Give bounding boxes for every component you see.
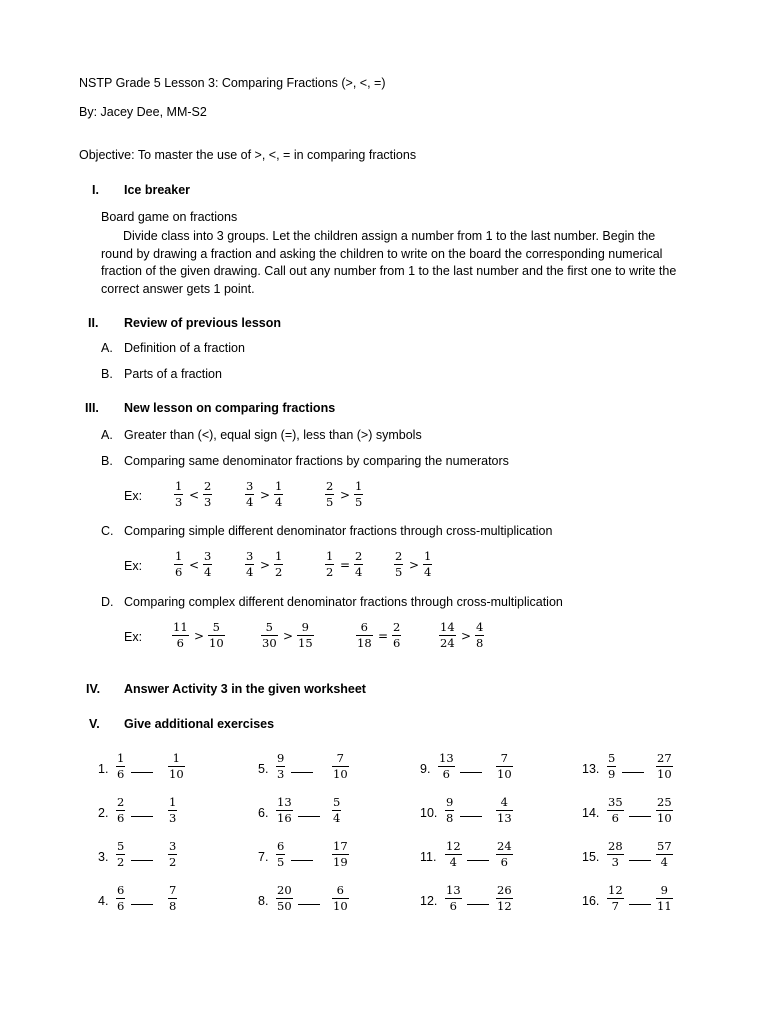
example-d-2-left-fraction-denominator: 30 [262,636,277,650]
example-c-4-right-fraction-numerator: 1 [424,549,432,563]
exercise-3-right-fraction [168,840,177,869]
exercise-9-right-fraction [496,752,513,781]
exercise-14-left-fraction-denominator: 6 [611,811,619,825]
exercise-13-left-fraction-denominator: 9 [608,767,616,781]
exercise-16-right-fraction-denominator: 11 [657,899,672,913]
example-d-3-right-fraction [392,621,401,650]
example-c-1-right-fraction [203,550,212,579]
exercise-6-answer-blank[interactable] [298,816,320,817]
exercise-14-right-fraction-denominator: 10 [657,811,672,825]
exercise-15-left-fraction [607,840,624,869]
example-b-3-right-fraction-denominator: 5 [355,495,363,509]
exercise-6-left-fraction [276,796,293,825]
exercise-14-right-fraction-numerator: 25 [657,795,672,809]
exercise-11-left-fraction [445,840,462,869]
exercise-9-left-fraction-numerator: 13 [439,751,454,765]
exercise-3-right-fraction-denominator: 2 [169,855,177,869]
exercise-11-right-fraction [496,840,513,869]
exercise-10-answer-blank[interactable] [460,816,482,817]
example-d-4-right-fraction [475,621,484,650]
example-b-1-right-fraction-numerator: 2 [204,479,212,493]
exercise-11-left-fraction-numerator: 12 [446,839,461,853]
exercise-13-left-fraction [607,752,616,781]
exercise-5-right-fraction-numerator: 7 [336,751,344,765]
example-d-3-operator: = [378,629,389,643]
exercise-15-left-fraction-numerator: 28 [608,839,623,853]
exercise-9-answer-blank[interactable] [460,772,482,773]
exercise-1-left-fraction [116,752,125,781]
example-c-1-left-fraction [174,550,183,579]
example-c-4-right-fraction [423,550,432,579]
exercise-13-right-fraction [656,752,673,781]
exercise-2-number: 2. [98,806,109,820]
example-d-4-right-fraction-numerator: 4 [476,620,484,634]
section-5-title: Give additional exercises [124,717,275,731]
exercise-12-left-fraction-numerator: 13 [446,883,461,897]
section-3c-text: Comparing simple different denominator fractions through cross-multiplication [124,524,553,538]
exercise-10-left-fraction-numerator: 9 [446,795,454,809]
example-b-3-left-fraction-denominator: 5 [326,495,334,509]
exercise-16-right-fraction [656,884,673,913]
example-c-2-left-fraction-denominator: 4 [246,565,254,579]
example-c-3-right-fraction-numerator: 2 [355,549,363,563]
exercise-2-answer-blank[interactable] [131,816,153,817]
exercise-8-left-fraction [276,884,293,913]
example-b-2-left-fraction-numerator: 3 [246,479,254,493]
exercise-7-left-fraction [276,840,285,869]
example-c-2-operator: > [260,558,271,572]
example-d-1-left-fraction [172,621,189,650]
exercise-5-answer-blank[interactable] [291,772,313,773]
example-b-3-right-fraction [354,480,363,509]
exercise-5-left-fraction-denominator: 3 [277,767,285,781]
example-c-1-operator: < [189,558,200,572]
exercise-2-left-fraction [116,796,125,825]
section-1-subtitle: Board game on fractions [101,210,238,224]
exercise-5-left-fraction [276,752,285,781]
exercise-12-right-fraction-denominator: 12 [497,899,512,913]
example-d-2-operator: > [283,629,294,643]
example-d-4-right-fraction-denominator: 8 [476,636,484,650]
exercise-14-left-fraction-numerator: 35 [608,795,623,809]
example-c-1-right-fraction-numerator: 3 [204,549,212,563]
example-b-3-operator: > [340,488,351,502]
exercise-2-left-fraction-denominator: 6 [117,811,125,825]
exercise-11-right-fraction-numerator: 24 [497,839,512,853]
exercise-11-number: 11. [420,850,437,864]
example-d-3-right-fraction-denominator: 6 [393,636,401,650]
exercise-15-right-fraction [656,840,673,869]
example-c-3-right-fraction [354,550,363,579]
exercise-7-right-fraction-numerator: 17 [333,839,348,853]
exercise-14-answer-blank[interactable] [629,816,651,817]
example-b-2-right-fraction-denominator: 4 [275,495,283,509]
example-d-1-operator: > [194,629,205,643]
exercise-13-number: 13. [582,762,600,776]
example-c-4-right-fraction-denominator: 4 [424,565,432,579]
exercise-9-right-fraction-numerator: 7 [500,751,508,765]
example-b-3-left-fraction [325,480,334,509]
example-c-4-left-fraction-numerator: 2 [395,549,403,563]
example-c-2-right-fraction-numerator: 1 [275,549,283,563]
exercise-16-answer-blank[interactable] [629,904,651,905]
exercise-1-number: 1. [98,762,109,776]
exercise-16-left-fraction [607,884,624,913]
example-c-1-left-fraction-numerator: 1 [175,549,183,563]
example-d-2-right-fraction-numerator: 9 [301,620,309,634]
example-d-3-left-fraction-denominator: 18 [357,636,372,650]
section-3c-letter: C. [101,524,114,538]
exercise-12-number: 12. [420,894,438,908]
exercise-3-left-fraction-numerator: 5 [117,839,125,853]
exercise-14-left-fraction [607,796,624,825]
exercise-16-right-fraction-numerator: 9 [660,883,668,897]
exercise-16-left-fraction-denominator: 7 [611,899,619,913]
example-b-3-right-fraction-numerator: 1 [355,479,363,493]
exercise-15-number: 15. [582,850,600,864]
exercise-5-left-fraction-numerator: 9 [277,751,285,765]
section-3a-letter: A. [101,428,113,442]
example-c-4-operator: > [409,558,420,572]
example-d-2-left-fraction [261,621,278,650]
section-3d-text: Comparing complex different denominator fractions through cross-multiplication [124,595,563,609]
exercise-10-left-fraction [445,796,454,825]
example-d-4-left-fraction [439,621,456,650]
exercise-6-right-fraction [332,796,341,825]
section-2-numeral: II. [88,316,99,330]
example-c-1-right-fraction-denominator: 4 [204,565,212,579]
section-2-title: Review of previous lesson [124,316,281,330]
exercise-2-right-fraction [168,796,177,825]
exercise-9-left-fraction [438,752,455,781]
example-c-2-left-fraction [245,550,254,579]
section-2b-text: Parts of a fraction [124,367,222,381]
exercise-2-left-fraction-numerator: 2 [117,795,125,809]
exercise-9-number: 9. [420,762,431,776]
example-c-3-left-fraction [325,550,334,579]
example-b-1-operator: < [189,488,200,502]
exercise-6-left-fraction-numerator: 13 [277,795,292,809]
section-3d-letter: D. [101,595,114,609]
exercise-3-right-fraction-numerator: 3 [169,839,177,853]
example-d-1-left-fraction-numerator: 11 [173,620,188,634]
example-d-4-left-fraction-numerator: 14 [440,620,455,634]
exercise-13-right-fraction-numerator: 27 [657,751,672,765]
exercise-8-right-fraction [332,884,349,913]
exercise-4-number: 4. [98,894,109,908]
example-d-1-right-fraction-numerator: 5 [212,620,220,634]
exercise-8-right-fraction-denominator: 10 [333,899,348,913]
example-b-2-right-fraction [274,480,283,509]
exercise-7-answer-blank[interactable] [291,860,313,861]
section-3-numeral: III. [85,401,99,415]
section-3b-letter: B. [101,454,113,468]
exercise-10-number: 10. [420,806,438,820]
example-b-2-left-fraction [245,480,254,509]
example-c-2-right-fraction [274,550,283,579]
example-d-1-left-fraction-denominator: 6 [176,636,184,650]
example-b-3-left-fraction-numerator: 2 [326,479,334,493]
exercise-12-left-fraction-denominator: 6 [449,899,457,913]
section-5-numeral: V. [89,717,100,731]
example-d-4-operator: > [461,629,472,643]
exercise-1-right-fraction-denominator: 10 [169,767,184,781]
exercise-5-number: 5. [258,762,269,776]
example-d-2-right-fraction-denominator: 15 [298,636,313,650]
example-d-4-left-fraction-denominator: 24 [440,636,455,650]
exercise-1-right-fraction [168,752,185,781]
example-b-1-left-fraction-denominator: 3 [175,495,183,509]
section-3-title: New lesson on comparing fractions [124,401,336,415]
exercise-10-right-fraction [496,796,513,825]
exercise-3-left-fraction-denominator: 2 [117,855,125,869]
exercise-4-left-fraction-denominator: 6 [117,899,125,913]
exercise-4-left-fraction [116,884,125,913]
section-2a-letter: A. [101,341,113,355]
exercise-11-left-fraction-denominator: 4 [449,855,457,869]
exercise-5-right-fraction-denominator: 10 [333,767,348,781]
exercise-8-left-fraction-denominator: 50 [277,899,292,913]
exercise-6-number: 6. [258,806,269,820]
exercise-15-right-fraction-denominator: 4 [660,855,668,869]
exercise-4-right-fraction-numerator: 7 [169,883,177,897]
exercise-11-answer-blank[interactable] [467,860,489,861]
exercise-8-right-fraction-numerator: 6 [336,883,344,897]
example-c-label: Ex: [124,559,143,573]
exercise-2-right-fraction-numerator: 1 [169,795,177,809]
exercise-6-right-fraction-denominator: 4 [333,811,341,825]
exercise-9-left-fraction-denominator: 6 [442,767,450,781]
exercise-1-answer-blank[interactable] [131,772,153,773]
exercise-12-left-fraction [445,884,462,913]
example-c-4-left-fraction [394,550,403,579]
exercise-13-answer-blank[interactable] [622,772,644,773]
exercise-4-answer-blank[interactable] [131,904,153,905]
exercise-8-number: 8. [258,894,269,908]
objective-line: Objective: To master the use of >, <, = in comparing fractions [79,148,417,162]
exercise-4-right-fraction [168,884,177,913]
section-1-numeral: I. [92,183,99,197]
example-c-3-operator: = [340,558,351,572]
exercise-14-right-fraction [656,796,673,825]
example-d-1-right-fraction [208,621,225,650]
exercise-13-left-fraction-numerator: 5 [608,751,616,765]
exercise-4-right-fraction-denominator: 8 [169,899,177,913]
example-b-2-operator: > [260,488,271,502]
example-b-2-left-fraction-denominator: 4 [246,495,254,509]
exercise-15-left-fraction-denominator: 3 [611,855,619,869]
exercise-1-left-fraction-numerator: 1 [117,751,125,765]
example-d-3-right-fraction-numerator: 2 [393,620,401,634]
exercise-6-right-fraction-numerator: 5 [333,795,341,809]
example-c-4-left-fraction-denominator: 5 [395,565,403,579]
example-c-1-left-fraction-denominator: 6 [175,565,183,579]
exercise-10-left-fraction-denominator: 8 [446,811,454,825]
section-1-title: Ice breaker [124,183,191,197]
exercise-1-right-fraction-numerator: 1 [172,751,180,765]
exercise-10-right-fraction-denominator: 13 [497,811,512,825]
example-c-3-left-fraction-numerator: 1 [326,549,334,563]
section-1-body-text: Divide class into 3 groups. Let the children assign a number from 1 to the last number. Begin the round by drawing a fraction and asking the children to write on the board the corresponding numerical fraction of the given drawing. Call out any number from 1 to the last number and the first one to write the correct answer gets 1 point. [101,229,677,296]
example-b-1-left-fraction [174,480,183,509]
exercise-7-left-fraction-denominator: 5 [277,855,285,869]
exercise-3-left-fraction [116,840,125,869]
section-1-body [101,228,681,298]
exercise-7-right-fraction [332,840,349,869]
exercise-3-number: 3. [98,850,109,864]
exercise-15-answer-blank[interactable] [629,860,651,861]
lesson-title: NSTP Grade 5 Lesson 3: Comparing Fractions (>, <, =) [79,76,386,90]
exercise-8-left-fraction-numerator: 20 [277,883,292,897]
exercise-12-right-fraction [496,884,513,913]
example-d-2-right-fraction [297,621,314,650]
exercise-11-right-fraction-denominator: 6 [500,855,508,869]
example-d-1-right-fraction-denominator: 10 [209,636,224,650]
example-b-1-right-fraction-denominator: 3 [204,495,212,509]
example-c-3-left-fraction-denominator: 2 [326,565,334,579]
exercise-5-right-fraction [332,752,349,781]
exercise-10-right-fraction-numerator: 4 [500,795,508,809]
author-line: By: Jacey Dee, MM-S2 [79,105,207,119]
exercise-13-right-fraction-denominator: 10 [657,767,672,781]
example-c-2-right-fraction-denominator: 2 [275,565,283,579]
exercise-16-number: 16. [582,894,600,908]
example-c-2-left-fraction-numerator: 3 [246,549,254,563]
example-b-1-right-fraction [203,480,212,509]
exercise-7-left-fraction-numerator: 6 [277,839,285,853]
section-2a-text: Definition of a fraction [124,341,245,355]
exercise-14-number: 14. [582,806,600,820]
example-b-label: Ex: [124,489,143,503]
exercise-3-answer-blank[interactable] [131,860,153,861]
example-b-1-left-fraction-numerator: 1 [175,479,183,493]
exercise-12-answer-blank[interactable] [467,904,489,905]
example-b-2-right-fraction-numerator: 1 [275,479,283,493]
exercise-12-right-fraction-numerator: 26 [497,883,512,897]
exercise-7-right-fraction-denominator: 19 [333,855,348,869]
example-d-3-left-fraction [356,621,373,650]
exercise-15-right-fraction-numerator: 57 [657,839,672,853]
section-2b-letter: B. [101,367,113,381]
section-4-title: Answer Activity 3 in the given worksheet [124,682,366,696]
section-3a-text: Greater than (<), equal sign (=), less than (>) symbols [124,428,422,442]
exercise-2-right-fraction-denominator: 3 [169,811,177,825]
section-3b-text: Comparing same denominator fractions by comparing the numerators [124,454,509,468]
exercise-1-left-fraction-denominator: 6 [117,767,125,781]
exercise-8-answer-blank[interactable] [298,904,320,905]
example-d-2-left-fraction-numerator: 5 [265,620,273,634]
example-d-3-left-fraction-numerator: 6 [360,620,368,634]
exercise-4-left-fraction-numerator: 6 [117,883,125,897]
exercise-7-number: 7. [258,850,269,864]
exercise-16-left-fraction-numerator: 12 [608,883,623,897]
section-4-numeral: IV. [86,682,101,696]
exercise-9-right-fraction-denominator: 10 [497,767,512,781]
example-c-3-right-fraction-denominator: 4 [355,565,363,579]
example-d-label: Ex: [124,630,143,644]
exercise-6-left-fraction-denominator: 16 [277,811,292,825]
